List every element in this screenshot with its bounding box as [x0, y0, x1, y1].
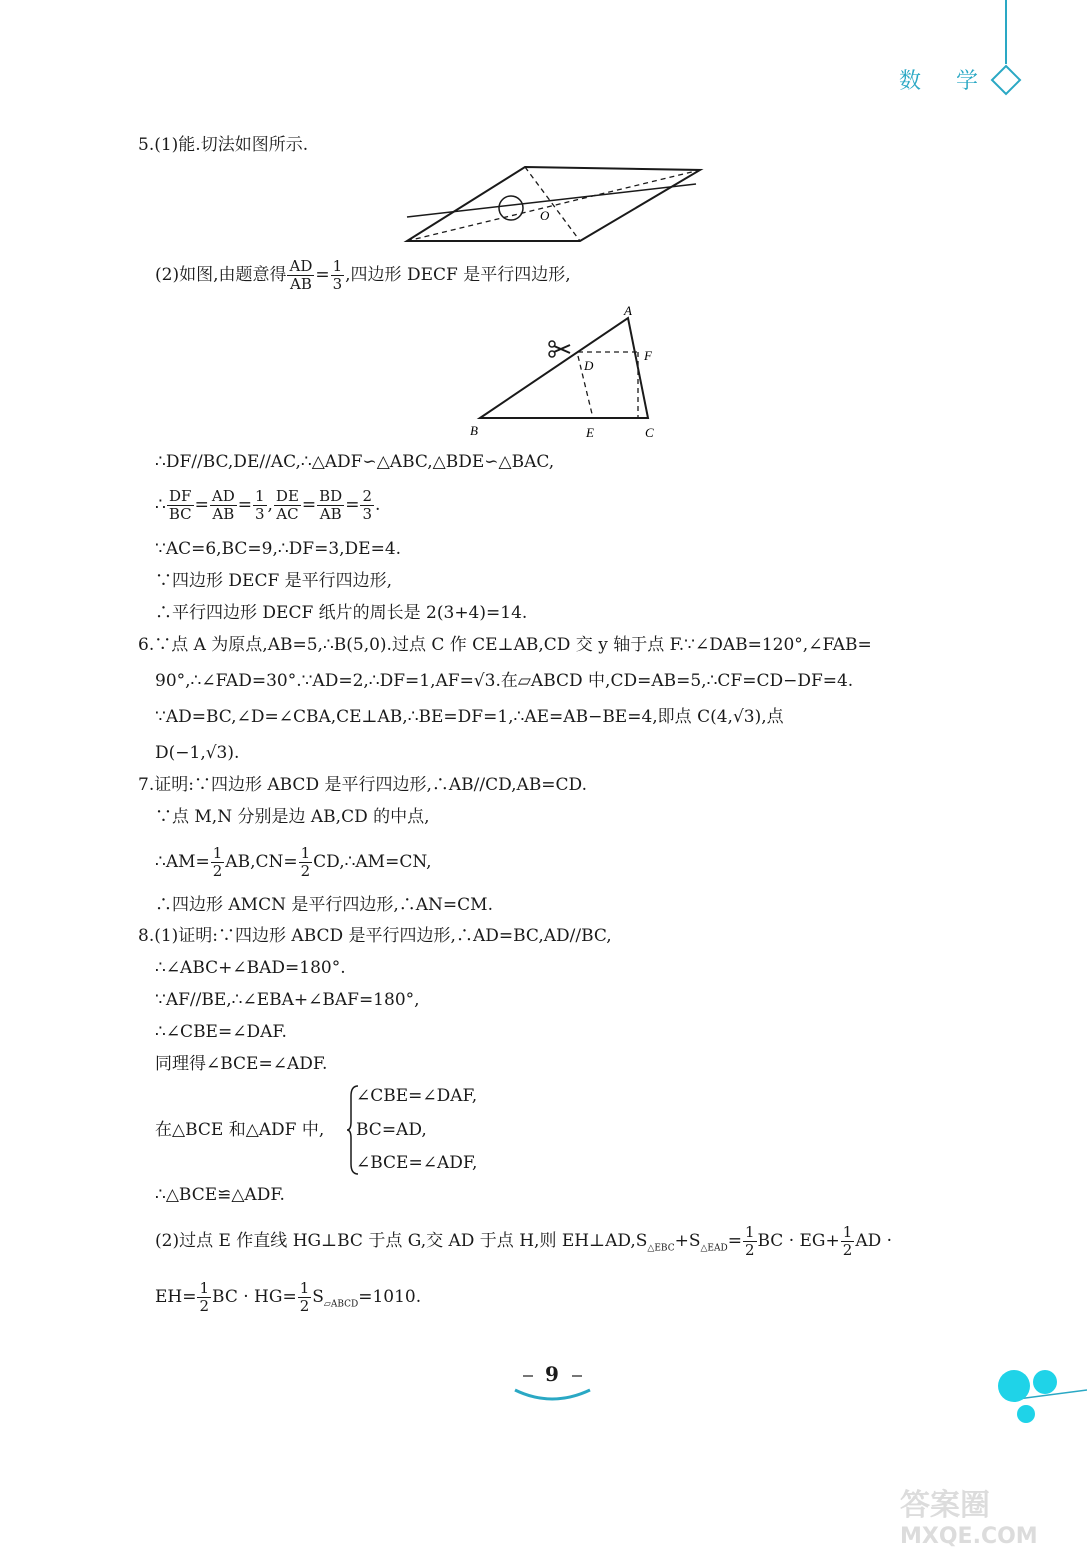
label-b: B: [470, 423, 478, 438]
q7-l4: ∴四边形 AMCN 是平行四边形,∴AN=CM.: [155, 895, 493, 915]
q8-sys-3: ∠BCE=∠ADF,: [356, 1153, 478, 1173]
q8-l1: 8.(1)证明:∵四边形 ABCD 是平行四边形,∴AD=BC,AD//BC,: [138, 926, 612, 946]
q5-l5: ∴平行四边形 DECF 纸片的周长是 2(3+4)=14.: [155, 603, 528, 623]
label-e: E: [586, 425, 594, 440]
page-number: 9: [545, 1362, 559, 1386]
bubbles-decoration: [990, 1360, 1087, 1430]
watermark: 答案圈 MXQE.COM: [900, 1488, 1038, 1549]
q8-l3: ∵AF//BE,∴∠EBA+∠BAF=180°,: [155, 990, 420, 1010]
label-d: D: [584, 358, 594, 373]
label-f: F: [644, 348, 652, 363]
q5-part2: (2)如图,由题意得 $\frac{AD}{AB}$ = $\frac{1}{3}$ ,四边形 DECF 是平行四边形,: [155, 257, 571, 293]
q8-sys-1: ∠CBE=∠DAF,: [356, 1086, 478, 1106]
q6-l4: D(−1,√3).: [155, 743, 240, 763]
q7-l2: ∵点 M,N 分别是边 AB,CD 的中点,: [155, 807, 430, 827]
q6-l1: 6.∵点 A 为原点,AB=5,∴B(5,0).过点 C 作 CE⊥AB,CD 交 y 轴于点 F.∵∠DAB=120°,∠FAB=: [138, 635, 872, 655]
q8-l2: ∴∠ABC+∠BAD=180°.: [155, 958, 346, 978]
q8-p2: (2)过点 E 作直线 HG⊥BC 于点 G,交 AD 于点 H,则 $EH\perp AD,S_{\triangle EBC}+S_{\triangle EAD}=$ $\frac{1}{2}$ BC · EG+ $\frac{1}{2}$ AD ·: [155, 1223, 893, 1259]
q7-l1: 7.证明:∵四边形 ABCD 是平行四边形,∴AB//CD,AB=CD.: [138, 775, 587, 795]
q7-l3: ∴AM= $\frac{1}{2}$ AB,CN= $\frac{1}{2}$ CD,∴AM=CN,: [155, 844, 432, 880]
q5-part1: 5.(1)能.切法如图所示.: [138, 135, 309, 155]
label-c: C: [645, 425, 654, 440]
q8-p3: EH= $\frac{1}{2}$ BC · HG= $\frac{1}{2}$ $S_{▱ABCD}=1010$.: [155, 1279, 422, 1315]
q5-l2: ∴ $\frac{DF}{BC}$ = $\frac{AD}{AB}$ = $\frac{1}{3}$ , $\frac{DE}{AC}$ = $\frac{BD}{AB}$ = $\frac{2}{3}$ .: [155, 487, 381, 523]
label-o: O: [540, 208, 550, 223]
q8-sys-2: BC=AD,: [356, 1120, 427, 1140]
q8-sys-prefix: 在△BCE 和△ADF 中,: [155, 1120, 325, 1140]
q8-l6: ∴△BCE≌△ADF.: [155, 1185, 285, 1205]
parallelogram-figure: [400, 160, 710, 250]
header-decoration: [0, 0, 1087, 120]
triangle-figure: [460, 300, 680, 445]
diamond-icon: [992, 66, 1020, 94]
subject-title: 数 学: [899, 69, 992, 94]
q6-l3: ∵AD=BC,∠D=∠CBA,CE⊥AB,∴BE=DF=1,∴AE=AB−BE=4,即点 C(4,√3),点: [155, 707, 784, 727]
q6-l2: 90°,∴∠FAD=30°.∵AD=2,∴DF=1,AF=√3.在▱ABCD 中,CD=AB=5,∴CF=CD−DF=4.: [155, 671, 854, 691]
q5-l1: ∴DF//BC,DE//AC,∴△ADF∽△ABC,△BDE∽△BAC,: [155, 452, 555, 472]
q5-l3: ∵AC=6,BC=9,∴DF=3,DE=4.: [155, 539, 402, 559]
q8-l5: 同理得∠BCE=∠ADF.: [155, 1054, 328, 1074]
label-a: A: [624, 303, 632, 318]
q8-l4: ∴∠CBE=∠DAF.: [155, 1022, 287, 1042]
q5-l4: ∵四边形 DECF 是平行四边形,: [155, 571, 393, 591]
scissors-icon: [549, 341, 570, 357]
